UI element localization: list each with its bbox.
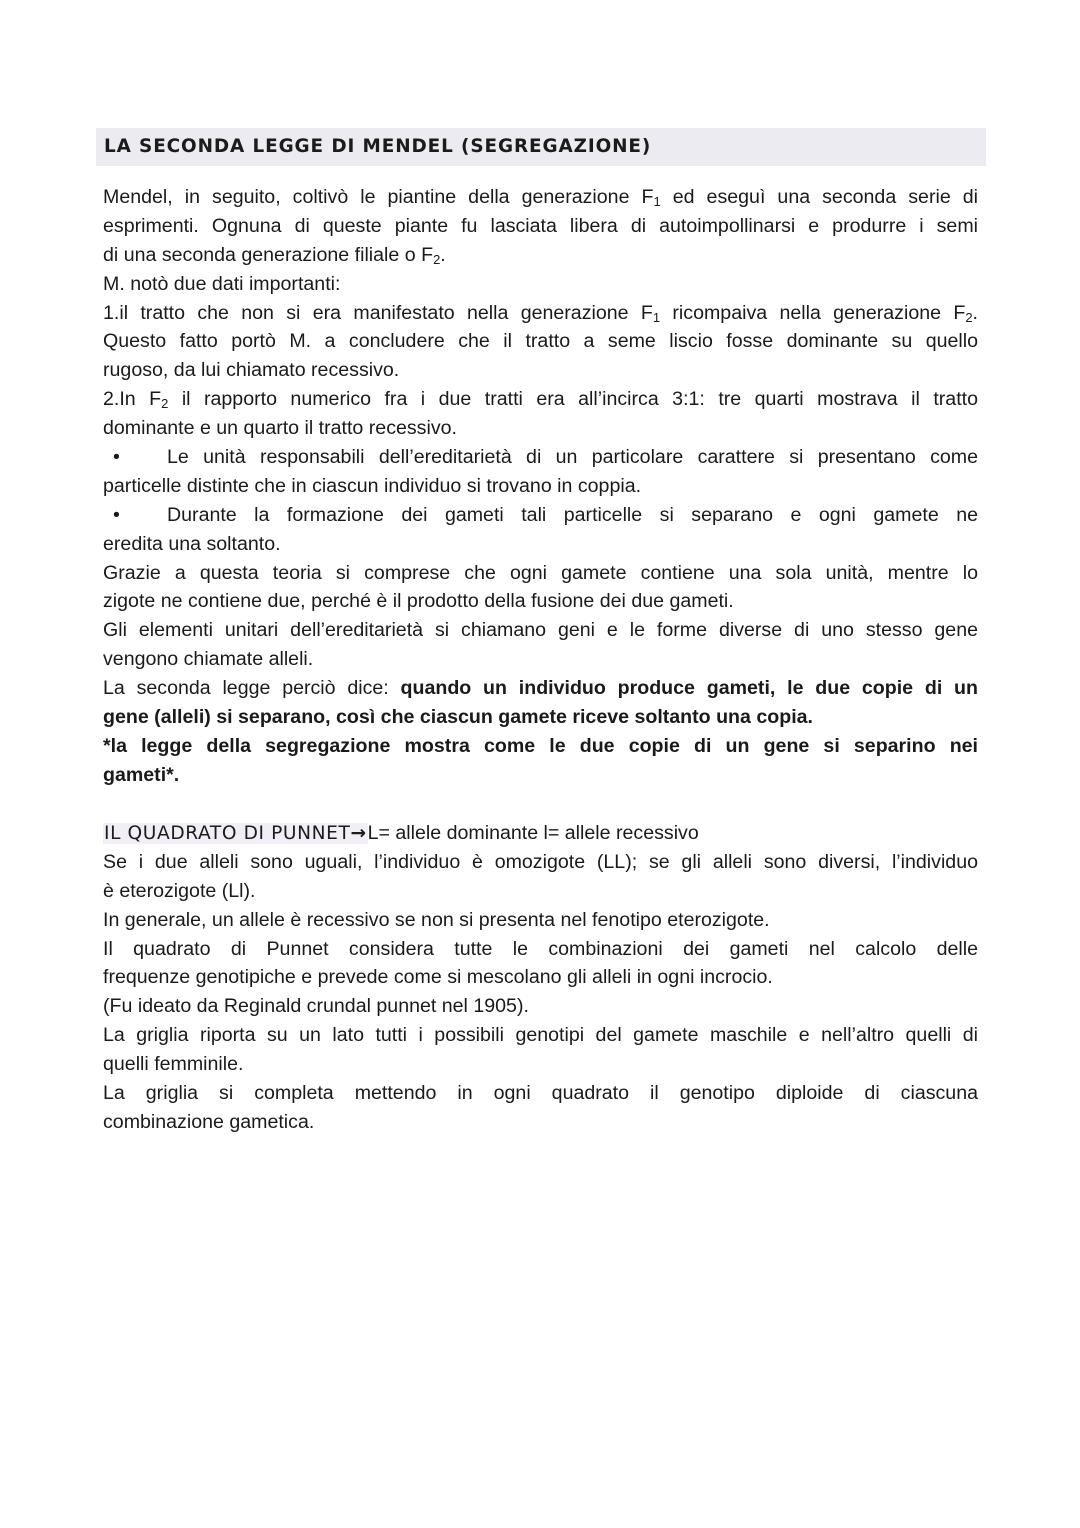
bullet-item <box>103 443 978 472</box>
text-line: gene (alleli) si separano, così che ciascun gamete riceve soltanto una copia. <box>103 706 813 729</box>
text-line: Mendel, in seguito, coltivò le piantine della generazione $F_1$ ed eseguì una seconda serie di <box>103 186 978 209</box>
text-line: gameti*. <box>103 763 180 786</box>
text-line: (Fu ideato da Reginald crundal punnet nel 1905). <box>103 995 529 1018</box>
text-line: rugoso, da lui chiamato recessivo. <box>103 359 400 382</box>
section-1-body <box>103 183 978 790</box>
text-line: *la legge della segregazione mostra come le due copie di un gene si separino nei <box>103 734 978 757</box>
text-line: La seconda legge perciò dice: quando un individuo produce gameti, le due copie di un <box>103 677 978 700</box>
text-line: frequenze genotipiche e prevede come si mescolano gli alleli in ogni incrocio. <box>103 966 773 989</box>
bullet-icon: • <box>113 446 120 469</box>
text-line: Il quadrato di Punnet considera tutte le combinazioni dei gameti nel calcolo delle <box>103 937 978 960</box>
text-line: Se i due alleli sono uguali, l’individuo è omozigote (LL); se gli alleli sono diversi, l’individuo <box>103 850 978 873</box>
text-line: In generale, un allele è recessivo se non si presenta nel fenotipo eterozigote. <box>103 908 770 931</box>
text-line: dominante e un quarto il tratto recessivo. <box>103 417 457 440</box>
text-line: quelli femminile. <box>103 1053 244 1076</box>
text-line: La griglia riporta su un lato tutti i possibili genotipi del gamete maschile e nell’altro quelli di <box>103 1024 978 1047</box>
punnet-title: IL QUADRATO DI PUNNET→ <box>104 823 367 844</box>
text-line: combinazione gametica. <box>103 1110 315 1133</box>
text-line: zigote ne contiene due, perché è il prodotto della fusione dei due gameti. <box>103 590 734 613</box>
text-line: Grazie a questa teoria si comprese che ogni gamete contiene una sola unità, mentre lo <box>103 561 978 584</box>
text-line: 1.il tratto che non si era manifestato nella generazione $F_1$ ricompaiva nella generazione $F_2$. <box>103 301 978 325</box>
text-line: è eterozigote (Ll). <box>103 879 256 902</box>
text-line: Gli elementi unitari dell’ereditarietà si chiamano geni e le forme diverse di uno stesso gene <box>103 619 978 642</box>
punnet-heading-line: IL QUADRATO DI PUNNET→L= allele dominante l= allele recessivo <box>104 822 699 844</box>
bullet-text: Le unità responsabili dell’ereditarietà di un particolare carattere si presentano come <box>167 446 978 469</box>
bullet-icon: • <box>113 503 120 526</box>
arrow-right-icon: → <box>350 823 367 844</box>
text-line: Questo fatto portò M. a concludere che il tratto a seme liscio fosse dominante su quello <box>103 330 978 353</box>
text-line: La griglia si completa mettendo in ogni quadrato il genotipo diploide di ciascuna <box>103 1082 978 1105</box>
text-line: vengono chiamate alleli. <box>103 648 314 671</box>
text-line: M. notò due dati importanti: <box>103 272 341 295</box>
text-line: particelle distinte che in ciascun individuo si trovano in coppia. <box>103 474 642 497</box>
section-heading: LA SECONDA LEGGE DI MENDEL (SEGREGAZIONE) <box>104 136 652 157</box>
text-line: 2.In $F_2$ il rapporto numerico fra i due tratti era all’incirca 3:1: tre quarti mostrava il tratto <box>103 388 978 412</box>
section-2-body <box>103 819 978 1137</box>
text-line: eredita una soltanto. <box>103 532 281 555</box>
text-line: di una seconda generazione filiale o $F_2$. <box>103 243 446 267</box>
text-line: esprimenti. Ognuna di queste piante fu lasciata libera di autoimpollinarsi e produrre i semi <box>103 214 978 237</box>
bullet-text: Durante la formazione dei gameti tali particelle si separano e ogni gamete ne <box>167 503 978 526</box>
bullet-item <box>103 501 978 530</box>
